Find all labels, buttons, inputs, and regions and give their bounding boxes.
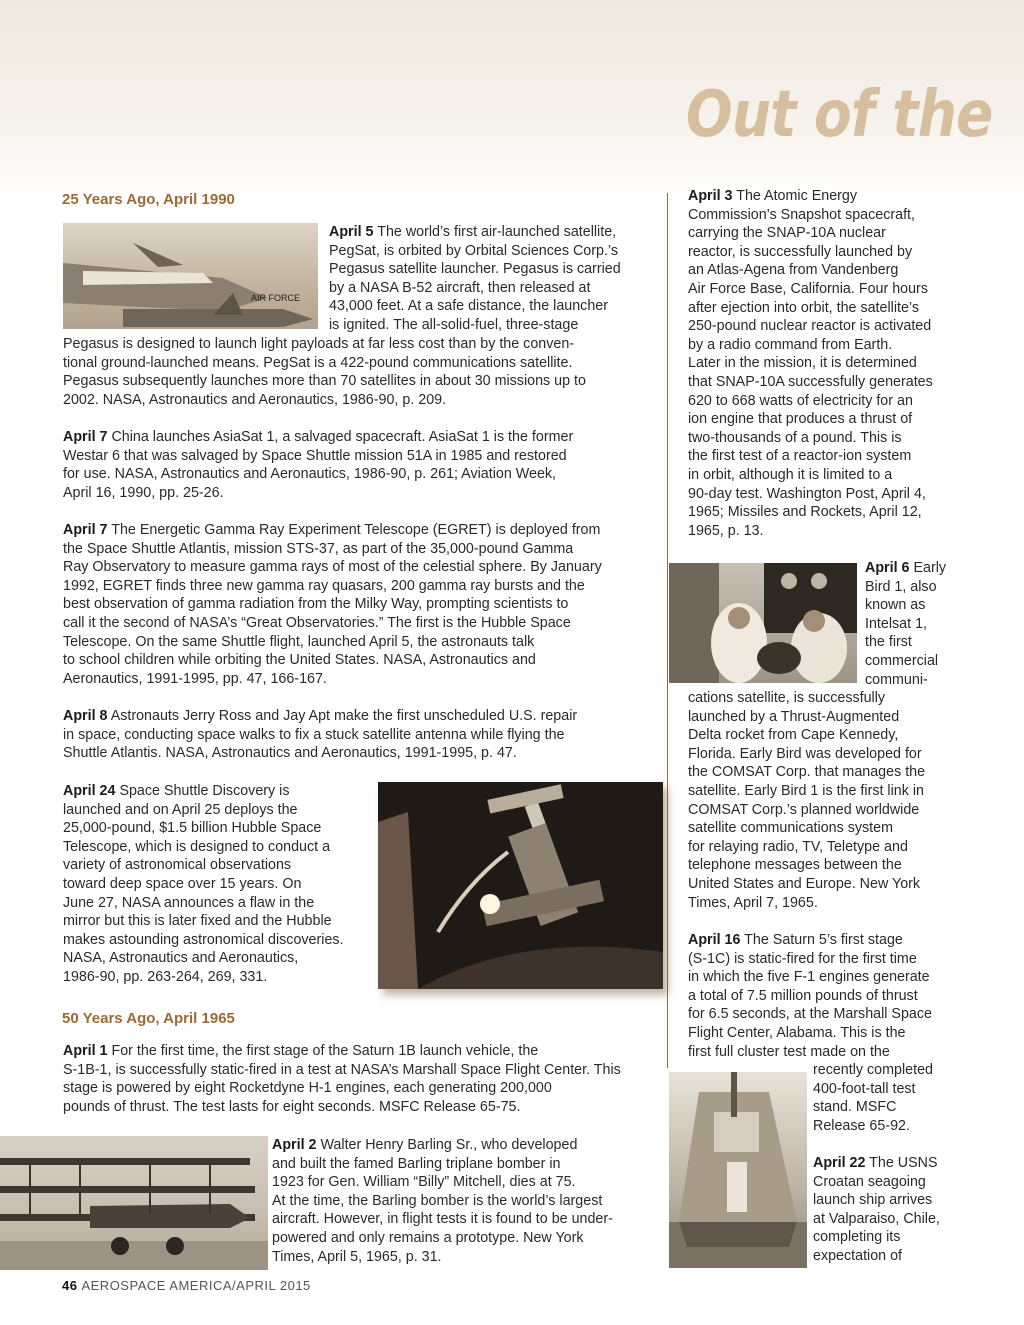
entry-april-7-egret: April 7 The Energetic Gamma Ray Experiment Telescope (EGRET) is deployed from the Space Shuttle Atlantis, mission STS-37, as part of the 35,000-pound Gamma Ray Observatory to measure gamma rays of most of the celestial sphere. By January 1992, EGRET finds three new gamma ray quasars, 200 gamma ray bursts and the best observation of gamma radiation from the Milky Way, prompting scientists to call it the second of NASA’s “Great Observatories.” The first is the Hubble Space Telescope. On the same Shuttle flight, launched April 5, the astronauts talk to school children while orbiting the United States. NASA, Astronautics and Aeronautics, 1991-1995, pp. 47, 166-167.: [63, 522, 602, 687]
entry-april-1: April 1 For the first time, the first stage of the Saturn 1B launch vehicle, the S-1B-1, is successfully static-fired in a test at NASA’s Marshall Space Flight Center. This stage is powered by eight Rocketdyne H-1 engines, each generating 200,000 pounds of thrust. The test lasts for eight seconds. MSFC Release 65-75.: [63, 1043, 621, 1115]
entry-date: April 2: [272, 1137, 317, 1153]
entry-april-22: April 22 The USNS Croatan seagoing launch ship arrives at Valparaiso, Chile, completing its expectation of: [813, 1155, 940, 1264]
entry-april-6-text-wide: cations satellite, is successfully launched by a Thrust-Augmented Delta rocket from Cape Kennedy, Florida. Early Bird was developed for the COMSAT Corp. that manages the satellite. Early Bird 1 is the first link in COMSAT Corp.’s planned worldwide satellite communications system for relaying radio, TV, Teletype and telephone messages between the United States and Europe. New York Times, April 7, 1965.: [688, 690, 926, 911]
photo-hubble-deployment: [378, 782, 663, 989]
entry-april-16-text-wide: April 16 The Saturn 5’s first stage (S-1C) is static-fired for the first time in which the five F-1 engines generate a total of 7.5 million pounds of thrust for 6.5 seconds, at the Marshall Space Flight Center, Alabama. This is the first full cluster test made on the: [688, 932, 932, 1060]
entry-april-16-text-narrow: recently completed 400-foot-tall test stand. MSFC Release 65-92.: [813, 1062, 933, 1134]
entry-april-8: April 8 Astronauts Jerry Ross and Jay Apt make the first unscheduled U.S. repair in space, conducting space walks to fix a stuck satellite antenna while flying the Shuttle Atlantis. NASA, Astronautics and Aeronautics, 1991-1995, p. 47.: [63, 708, 578, 762]
entry-april-5-text-narrow: April 5 The world’s first air-launched satellite, PegSat, is orbited by Orbital Sciences Corp.’s Pegasus satellite launcher. Pegasus is carried by a NASA B-52 aircraft, then released at 43,000 feet. At a safe distance, the launcher is ignited. The all-solid-fuel, three-stage: [329, 224, 621, 333]
entry-april-6-text-narrow: April 6 Early Bird 1, also known as Intelsat 1, the first commercial communi-: [865, 560, 947, 688]
entry-date: April 22: [813, 1155, 866, 1171]
entry-april-24: April 24 Space Shuttle Discovery is launched and on April 25 deploys the 25,000-pound, $1.5 billion Hubble Space Telescope, which is designed to conduct a variety of astronomical observations toward deep space over 15 years. On June 27, NASA announces a flaw in the mirror but this is later fixed and the Hubble makes astounding astronomical discoveries. NASA, Astronautics and Aeronautics, 1986-90, pp. 263-264, 269, 331.: [63, 783, 344, 985]
entry-date: April 5: [329, 224, 374, 240]
entry-date: April 7: [63, 429, 108, 445]
photo-barling-bomber: [0, 1136, 268, 1270]
column-divider: [667, 193, 668, 1068]
entry-date: April 7: [63, 522, 108, 538]
entry-date: April 1: [63, 1043, 108, 1059]
publication-line: AEROSPACE AMERICA/APRIL 2015: [81, 1278, 311, 1293]
entry-april-7-asiasat: April 7 China launches AsiaSat 1, a salvaged spacecraft. AsiaSat 1 is the former Westar 6 that was salvaged by Space Shuttle mission 51A in 1985 and restored for use. NASA, Astronautics and Aeronautics, 1986-90, p. 261; Aviation Week, April 16, 1990, pp. 25-26.: [63, 429, 574, 501]
section-heading-50-years: 50 Years Ago, April 1965: [62, 1010, 235, 1027]
photo-usns-croatan: [669, 1072, 807, 1268]
page-number: 46: [62, 1278, 78, 1293]
entry-april-3: April 3 The Atomic Energy Commission’s Snapshot spacecraft, carrying the SNAP-10A nuclear reactor, is successfully launched by an Atlas-Agena from Vandenberg Air Force Base, California. Four hours after ejection into orbit, the satellite’s 250-pound nuclear reactor is activated by a radio command from Earth. Later in the mission, it is determined that SNAP-10A successfully generates 620 to 668 watts of electricity for an ion engine that produces a thrust of two-thousands of a pound. This is the first test of a reactor-ion system in orbit, although it is limited to a 90-day test. Washington Post, April 4, 1965; Missiles and Rockets, April 12, 1965, p. 13.: [688, 188, 933, 539]
entry-april-2: April 2 Walter Henry Barling Sr., who developed and built the famed Barling triplane bomber in 1923 for Gen. William “Billy” Mitchell, dies at 75. At the time, the Barling bomber is the world’s largest aircraft. However, in flight tests it is found to be under- powered and only remains a prototype. New York Times, April 5, 1965, p. 31.: [272, 1137, 613, 1265]
masthead-title: Out of the: [685, 78, 992, 152]
photo-early-bird-engineers: [669, 563, 857, 683]
entry-date: April 6: [865, 560, 910, 576]
entry-april-5-text-wide: Pegasus is designed to launch light payloads at far less cost than by the conven- tional ground-launched means. PegSat is a 422-pound communications satellite. Pegasus subsequently launches more than 70 satellites in about 30 missions up to 2002. NASA, Astronautics and Aeronautics, 1986-90, p. 209.: [63, 336, 586, 408]
page-footer: [62, 1278, 311, 1293]
photo-pegasus-b52: [63, 223, 318, 329]
entry-date: April 16: [688, 932, 741, 948]
entry-date: April 3: [688, 188, 733, 204]
section-heading-25-years: 25 Years Ago, April 1990: [62, 191, 235, 208]
air-force-marking: AIR FORCE: [251, 293, 301, 303]
entry-date: April 8: [63, 708, 108, 724]
entry-date: April 24: [63, 783, 116, 799]
